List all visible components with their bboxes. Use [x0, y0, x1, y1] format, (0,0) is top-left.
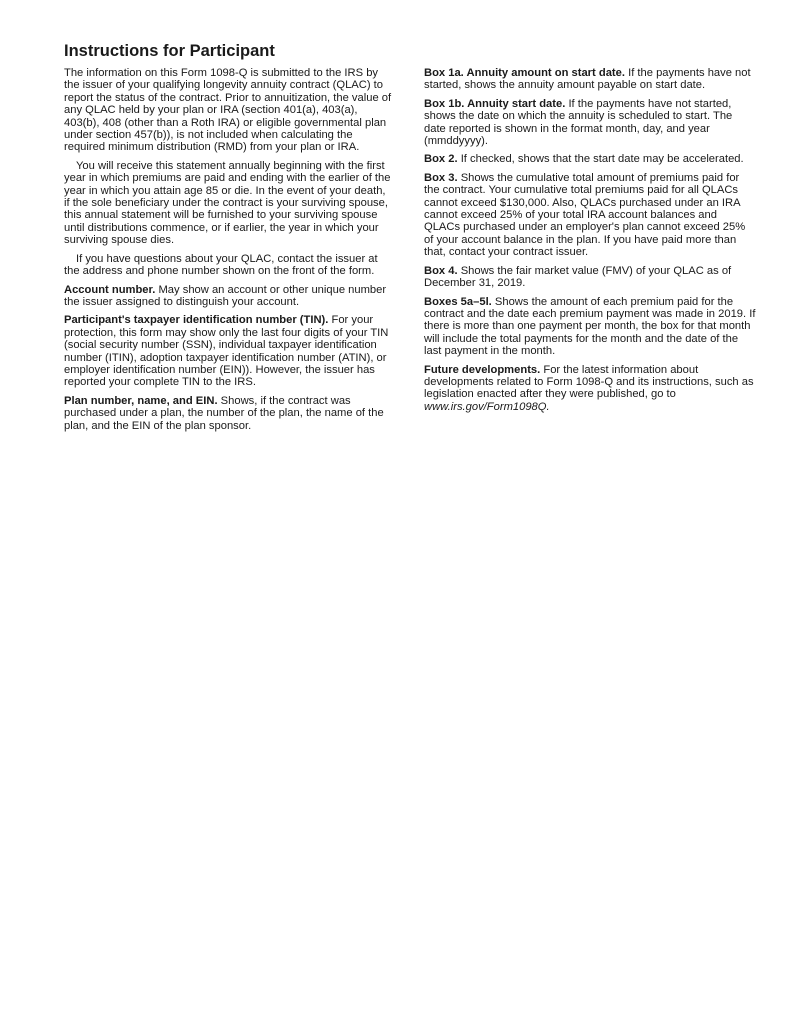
account-number-section [64, 284, 394, 309]
box1b-heading: Box 1b. Annuity start date. [424, 97, 566, 110]
irs-form-link[interactable]: www.irs.gov/Form1098Q. [424, 400, 550, 413]
future-developments-section [424, 364, 756, 414]
account-number-heading: Account number. [64, 283, 156, 296]
box3-section [424, 172, 756, 259]
tin-text: For your protection, this form may show only the last four digits of your TIN (social security number (SSN), individual taxpayer identification number (ITIN), adoption taxpayer identification number (ATIN), or employer identification number (EIN)). However, the issuer has reported your complete TIN to the IRS. [64, 314, 389, 389]
box4-text: Shows the fair market value (FMV) of your QLAC as of December 31, 2019. [424, 264, 732, 290]
box5-section [424, 296, 756, 358]
page-title: Instructions for Participant [64, 42, 275, 60]
intro-paragraph: The information on this Form 1098-Q is submitted to the IRS by the issuer of your qualifying longevity annuity contract (QLAC) to report the status of the contract. Prior to annuitization, the value of any QLAC held by your plan or IRA (section 401(a), 403(a), 403(b), 408 (other than a Roth IRA) or eligible governmental plan under section 457(b)), is not included when calculating the required minimum distribution (RMD) from your plan or IRA. [64, 67, 392, 154]
box3-heading: Box 3. [424, 171, 458, 184]
box2-section [424, 153, 756, 165]
box2-text: If checked, shows that the start date may be accelerated. [460, 153, 744, 166]
tin-heading: Participant's taxpayer identification number (TIN). [64, 314, 329, 327]
box4-heading: Box 4. [424, 264, 458, 277]
box3-text: Shows the cumulative total amount of premiums paid for the contract. Your cumulative total premiums paid for all QLACs cannot exceed $130,000. Also, QLACs purchased under an IRA cannot exceed 25% of your total IRA account balances and QLACs purchased under an employer's plan cannot exceed 25% of your account balance in the plan. If you have paid more than that, contact your contract issuer. [424, 171, 746, 259]
box4-section [424, 265, 756, 290]
box5-heading: Boxes 5a–5l. [424, 295, 492, 308]
right-column [424, 67, 756, 419]
future-developments-text: For the latest information about developments related to Form 1098-Q and its instructions, such as legislation enacted after they were published, go to [424, 363, 754, 401]
annual-statement-paragraph: You will receive this statement annually beginning with the first year in which premiums are paid and ending with the earlier of the year in which you attain age 85 or die. In the event of your death, if the sole beneficiary under the contract is your surviving spouse, this annual statement will be furnished to your surviving spouse until distributions commence, or if earlier, the year in which your surviving spouse dies. [64, 159, 391, 247]
box1b-section [424, 98, 756, 148]
box2-heading: Box 2. [424, 153, 458, 166]
plan-section [64, 395, 394, 432]
plan-heading: Plan number, name, and EIN. [64, 394, 218, 407]
account-number-text: May show an account or other unique number the issuer assigned to distinguish your account. [64, 283, 387, 308]
box1a-section [424, 67, 756, 92]
box1b-text: If the payments have not started, shows the date on which the annuity is scheduled to start. The date reported is shown in the format month, day, and year (mmddyyyy). [424, 97, 733, 148]
left-column [64, 67, 394, 438]
box1a-heading: Box 1a. Annuity amount on start date. [424, 67, 625, 79]
plan-text: Shows, if the contract was purchased under a plan, the number of the plan, the name of the plan, and the EIN of the plan sponsor. [64, 394, 384, 432]
box5-text: Shows the amount of each premium paid for the contract and the date each premium payment was made in 2019. If there is more than one payment per month, the box for that month will include the total payments for the month and the date of the last payment in the month. [424, 295, 756, 358]
tin-section [64, 314, 394, 388]
future-developments-heading: Future developments. [424, 363, 541, 376]
questions-paragraph: If you have questions about your QLAC, contact the issuer at the address and phone number shown on the front of the form. [64, 252, 378, 278]
box1a-text: If the payments have not started, shows the annuity amount payable on start date. [424, 67, 751, 92]
